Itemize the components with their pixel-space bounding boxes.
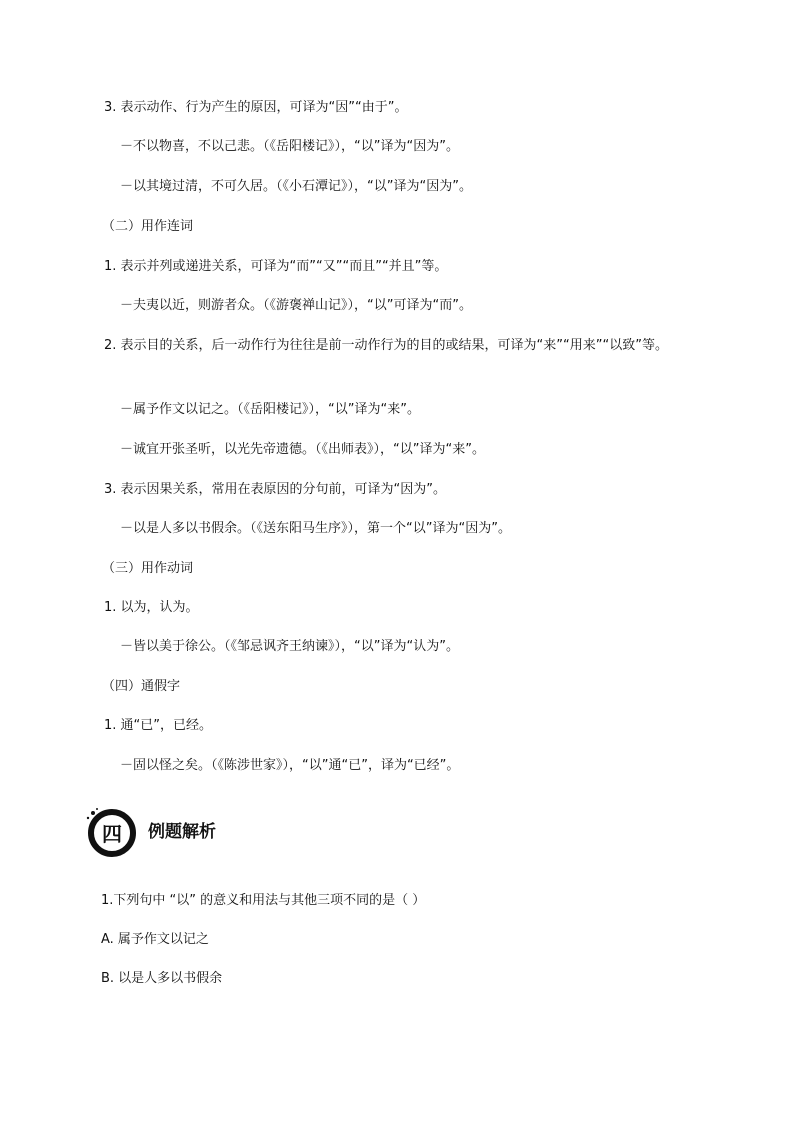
option-a: A. 属予作文以记之: [101, 932, 209, 947]
subheading-loan-character: （四）通假字: [102, 679, 181, 694]
usage-item-purpose: 2. 表示目的关系，后一动作行为往往是前一动作行为的目的或结果，可译为“来”“用来”“以致”等。: [104, 338, 668, 353]
example-line: －皆以美于徐公。（《邹忌讽齐王纳谏》），“以”译为“认为”。: [120, 639, 459, 654]
example-line: －不以物喜，不以己悲。（《岳阳楼记》），“以”译为“因为”。: [120, 139, 459, 154]
section-number-badge: [84, 804, 140, 860]
usage-item-causal: 3. 表示因果关系，常用在表原因的分句前，可译为“因为”。: [104, 482, 447, 497]
question-stem: 1.下列句中 “以” 的意义和用法与其他三项不同的是（ ）: [101, 893, 426, 908]
usage-item-consider: 1. 以为，认为。: [104, 600, 199, 615]
usage-item-cause: 3. 表示动作、行为产生的原因，可译为“因”“由于”。: [104, 100, 408, 115]
subheading-verb: （三）用作动词: [102, 561, 194, 576]
ink-circle-icon: [84, 804, 140, 860]
example-line: －夫夷以近，则游者众。（《游褒禅山记》），“以”可译为“而”。: [120, 298, 472, 313]
subheading-conjunction: （二）用作连词: [102, 219, 194, 234]
example-line: －属予作文以记之。（《岳阳楼记》），“以”译为“来”。: [120, 402, 420, 417]
section-number: 四: [102, 822, 122, 846]
example-line: －诚宜开张圣听，以光先帝遗德。（《出师表》），“以”译为“来”。: [120, 442, 485, 457]
usage-item-coordination: 1. 表示并列或递进关系，可译为“而”“又”“而且”“并且”等。: [104, 259, 448, 274]
option-b: B. 以是人多以书假余: [101, 971, 223, 986]
section-title: 例题解析: [148, 822, 216, 842]
example-line: －以是人多以书假余。（《送东阳马生序》），第一个“以”译为“因为”。: [120, 521, 511, 536]
example-line: －以其境过清，不可久居。（《小石潭记》），“以”译为“因为”。: [120, 179, 472, 194]
example-line: －固以怪之矣。（《陈涉世家》），“以”通“已”，译为“已经”。: [120, 758, 460, 773]
usage-item-already: 1. 通“已”，已经。: [104, 718, 213, 733]
